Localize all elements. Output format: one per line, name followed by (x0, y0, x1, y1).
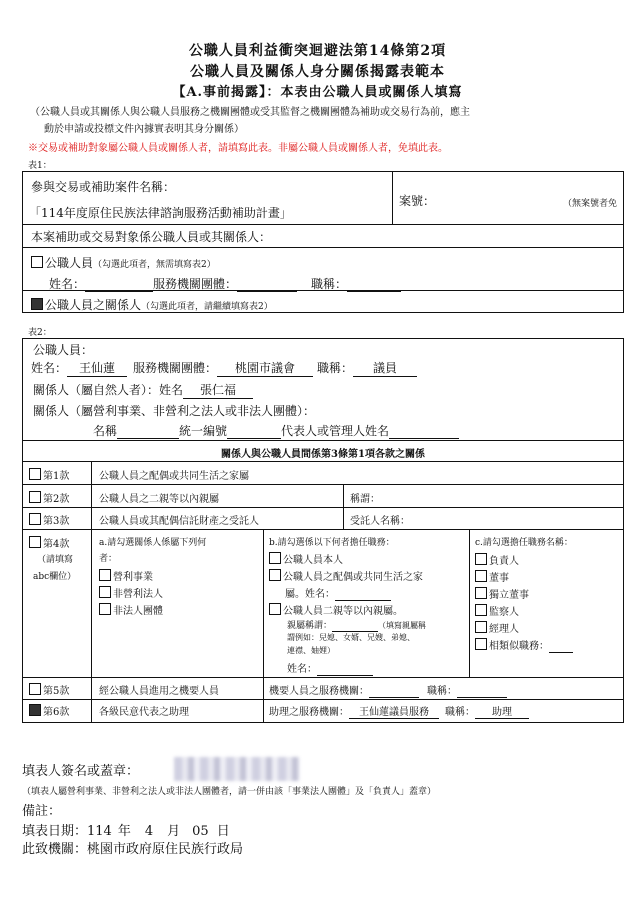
form-warning: ※交易或補助對象屬公職人員或關係人者，請填寫此表。非屬公職人員或關係人者，免填此表。 (28, 143, 448, 154)
item1-checkbox[interactable] (29, 468, 41, 480)
t2-org-value[interactable]: 桃園市議會 (217, 359, 313, 377)
item6-row[interactable] (29, 703, 69, 718)
item6-org-label: 助理之服務機關： (269, 707, 349, 718)
form-title-section: 【A.事前揭露】：本表由公職人員或關係人填寫 (172, 85, 463, 100)
col-c-opt1-checkbox[interactable] (475, 553, 487, 565)
item6-org-value[interactable]: 王仙蓮議員服務 (349, 703, 439, 719)
item1-label: 第1款 (43, 471, 70, 482)
col-b-opt2-name (285, 585, 391, 601)
date-month-unit: 月 (167, 824, 181, 839)
item3-checkbox[interactable] (29, 513, 41, 525)
item2-checkbox[interactable] (29, 491, 41, 503)
item2-label: 第2款 (43, 494, 70, 505)
col-a-title2: 者： (99, 554, 118, 564)
item5-org-label: 機要人員之服務機關： (269, 686, 369, 697)
col-a-opt1-label: 營利事業 (113, 572, 153, 583)
signature-redacted (174, 757, 300, 781)
form-note-line1: （公職人員或其關係人與公職人員服務之機關團體或受其監督之機關團體為補助或交易行為前，應主 (30, 107, 470, 118)
col-a-opt2-label: 非營利法人 (113, 589, 163, 600)
col-c-opt1-label: 負責人 (489, 556, 519, 567)
t2-title-value[interactable]: 議員 (353, 359, 417, 377)
opt-official-row[interactable] (31, 252, 216, 271)
opt-official-label: 公職人員 (45, 256, 94, 270)
t2-name-label: 姓名： (31, 361, 68, 375)
item3-row[interactable] (29, 512, 69, 527)
opt-related-label: 公職人員之關係人 (45, 298, 142, 312)
agency-value[interactable]: 桃園市政府原住民族行政局 (87, 842, 244, 857)
col-b-rel-note2: 謂例如：兒媳、女婿、兄嫂、弟媳、 (287, 633, 415, 642)
date-label: 填表日期： (22, 824, 88, 839)
case-name-value[interactable]: 「114年度原住民族法律諮詢服務活動補助計畫」 (29, 206, 292, 220)
col-b-rel (287, 618, 426, 632)
col-a-opt2[interactable] (99, 585, 163, 600)
col-c-opt2-label: 董事 (489, 573, 509, 584)
rel-corp-label: 關係人（屬營利事業、非營利之法人或非法人團體）： (33, 404, 316, 418)
col-c-opt6-checkbox[interactable] (475, 638, 487, 650)
relation-section-header: 關係人與公職人員間係第3條第1項各款之關係 (221, 449, 425, 460)
official-org-label: 服務機關團體： (153, 277, 238, 291)
col-c-opt4-label: 監察人 (489, 607, 519, 618)
col-b-opt3-label: 公職人員二親等以內親屬。 (283, 606, 403, 617)
corp-rep-field[interactable] (389, 424, 459, 439)
table1-label: 表1： (28, 161, 52, 171)
date-year-unit: 年 (117, 824, 131, 839)
col-b-opt2-checkbox[interactable] (269, 569, 281, 581)
item4-note2: abc欄位） (33, 572, 77, 582)
case-no-label: 案號： (399, 194, 436, 208)
col-a-opt1-checkbox[interactable] (99, 569, 111, 581)
t2-title-label: 職稱： (317, 361, 354, 375)
signature-note: （填表人屬營利事業、非營利之法人或非法人團體者，請一併由該「事業法人團體」及「負責人」蓋章） (22, 787, 437, 797)
item5-org-field[interactable] (369, 686, 419, 698)
item3-desc: 公職人員或其配偶信託財產之受託人 (99, 516, 259, 527)
date-day[interactable]: 05 (192, 824, 209, 839)
col-a-opt2-checkbox[interactable] (99, 586, 111, 598)
col-b-rel-note1: （填寫親屬稱 (378, 621, 427, 630)
col-c-opt5-label: 經理人 (489, 624, 519, 635)
col-b-name (287, 660, 373, 676)
item4-checkbox[interactable] (29, 536, 41, 548)
col-b-rel-note3: 連襟、妯娌） (287, 646, 335, 655)
col-b-opt2-name-label: 屬。姓名： (285, 589, 335, 600)
col-b-opt2[interactable] (269, 568, 423, 583)
opt-official-note: （勾選此項者，無需填寫表2） (93, 260, 216, 270)
col-c-opt5-checkbox[interactable] (475, 621, 487, 633)
col-b-opt3-checkbox[interactable] (269, 603, 281, 615)
item4-row[interactable] (29, 535, 69, 550)
col-b-rel-label: 親屬稱謂： (287, 621, 333, 631)
col-b-opt2-label: 公職人員之配偶或共同生活之家 (283, 572, 423, 583)
col-b-name-label: 姓名： (287, 664, 317, 675)
item6-fields (269, 703, 529, 719)
agency-label: 此致機關： (22, 842, 88, 857)
col-c-opt1[interactable] (475, 552, 519, 567)
form-note-line2: 動於申請或投標文件內據實表明其身分關係） (44, 124, 244, 135)
corp-name-field[interactable] (117, 424, 179, 439)
item5-title-field[interactable] (457, 686, 507, 698)
opt-related-row[interactable] (31, 294, 273, 313)
item1-row[interactable] (29, 467, 69, 482)
corp-rep-label: 代表人或管理人姓名 (281, 424, 390, 438)
col-b-title: b.請勾選係以下何者擔任職務： (269, 538, 395, 548)
col-c-opt2-checkbox[interactable] (475, 570, 487, 582)
item6-title-label: 職稱： (445, 707, 475, 718)
official-title-label: 職稱： (311, 277, 348, 291)
t2-name-value[interactable]: 王仙蓮 (67, 359, 127, 377)
opt-related-note: （勾選此項者，請繼續填寫表2） (141, 302, 273, 312)
form-title-law: 公職人員利益衝突迴避法第14條第2項 (188, 43, 447, 59)
table1 (22, 171, 624, 313)
col-c-opt4[interactable] (475, 603, 519, 618)
date-day-unit: 日 (216, 824, 230, 839)
case-no-note: （無案號者免 (563, 199, 618, 209)
corp-name-label: 名稱 (93, 424, 118, 438)
col-c-opt3[interactable] (475, 586, 529, 601)
table2 (22, 338, 624, 723)
corp-id-field[interactable] (227, 424, 281, 439)
form-title-main: 公職人員及關係人身分關係揭露表範本 (190, 64, 445, 80)
remarks-label: 備註： (22, 804, 62, 819)
signature-label: 填表人簽名或蓋章： (22, 764, 140, 779)
item5-title-label: 職稱： (427, 686, 457, 697)
official-name-label: 姓名： (49, 277, 86, 291)
date-line (22, 820, 230, 839)
corp-fields-line (93, 422, 459, 439)
subject-label: 本案補助或交易對象係公職人員或其關係人： (31, 230, 272, 244)
date-year[interactable]: 114 (87, 824, 112, 839)
item2-extra: 稱謂： (350, 494, 380, 505)
item2-desc: 公職人員之二親等以內親屬 (99, 494, 219, 505)
rel-natural-label: 關係人（屬自然人者）：姓名 (33, 383, 184, 397)
official-label: 公職人員： (33, 343, 94, 357)
col-a-opt3-checkbox[interactable] (99, 603, 111, 615)
col-c-opt6-label: 相類似職務： (489, 641, 549, 652)
col-a-opt3[interactable] (99, 602, 163, 617)
table2-label: 表2： (28, 328, 52, 338)
col-a-opt1[interactable] (99, 568, 153, 583)
col-b-name-field[interactable] (317, 664, 373, 676)
t2-org-label: 服務機關團體： (133, 361, 218, 375)
item5-desc: 經公職人員進用之機要人員 (99, 686, 219, 697)
col-c-title: c.請勾選擔任職務名稱： (475, 538, 573, 548)
col-c-opt6-field[interactable] (549, 641, 573, 653)
col-b-opt2-name-field[interactable] (335, 589, 391, 601)
item3-label: 第3款 (43, 516, 70, 527)
col-b-opt1[interactable] (269, 551, 343, 566)
opt-official-checkbox[interactable] (31, 256, 43, 268)
item3-extra: 受託人名稱： (350, 516, 410, 527)
opt-related-checkbox[interactable] (31, 298, 43, 310)
col-c-opt4-checkbox[interactable] (475, 604, 487, 616)
col-b-opt3[interactable] (269, 602, 403, 617)
case-name-label: 參與交易或補助案件名稱： (31, 180, 176, 194)
item4-label: 第4款 (43, 539, 70, 550)
item5-checkbox[interactable] (29, 683, 41, 695)
item5-label: 第5款 (43, 686, 70, 697)
official-info-line (31, 359, 417, 377)
col-b-rel-field[interactable] (332, 621, 378, 632)
col-c-opt5[interactable] (475, 620, 519, 635)
agency-line (22, 838, 243, 857)
item6-desc: 各級民意代表之助理 (99, 707, 189, 718)
col-c-opt3-label: 獨立董事 (489, 590, 529, 601)
item2-row[interactable] (29, 490, 69, 505)
item6-title-value[interactable]: 助理 (475, 703, 529, 719)
date-month[interactable]: 4 (144, 824, 154, 839)
item6-label: 第6款 (43, 707, 70, 718)
col-c-opt2[interactable] (475, 569, 509, 584)
col-c-opt6[interactable] (475, 637, 573, 653)
corp-id-label: 統一編號 (179, 424, 228, 438)
item5-fields (269, 682, 507, 698)
item6-checkbox[interactable] (29, 704, 41, 716)
col-b-opt1-label: 公職人員本人 (283, 555, 343, 566)
rel-natural-value[interactable]: 張仁福 (183, 381, 253, 399)
col-a-title1: a.請勾選關係人係屬下列何 (99, 538, 207, 548)
item4-note1: （請填寫 (37, 555, 74, 565)
col-b-opt1-checkbox[interactable] (269, 552, 281, 564)
item5-row[interactable] (29, 682, 69, 697)
col-a-opt3-label: 非法人團體 (113, 606, 163, 617)
rel-natural-line (33, 381, 253, 399)
item1-desc: 公職人員之配偶或共同生活之家屬 (99, 471, 249, 482)
col-c-opt3-checkbox[interactable] (475, 587, 487, 599)
